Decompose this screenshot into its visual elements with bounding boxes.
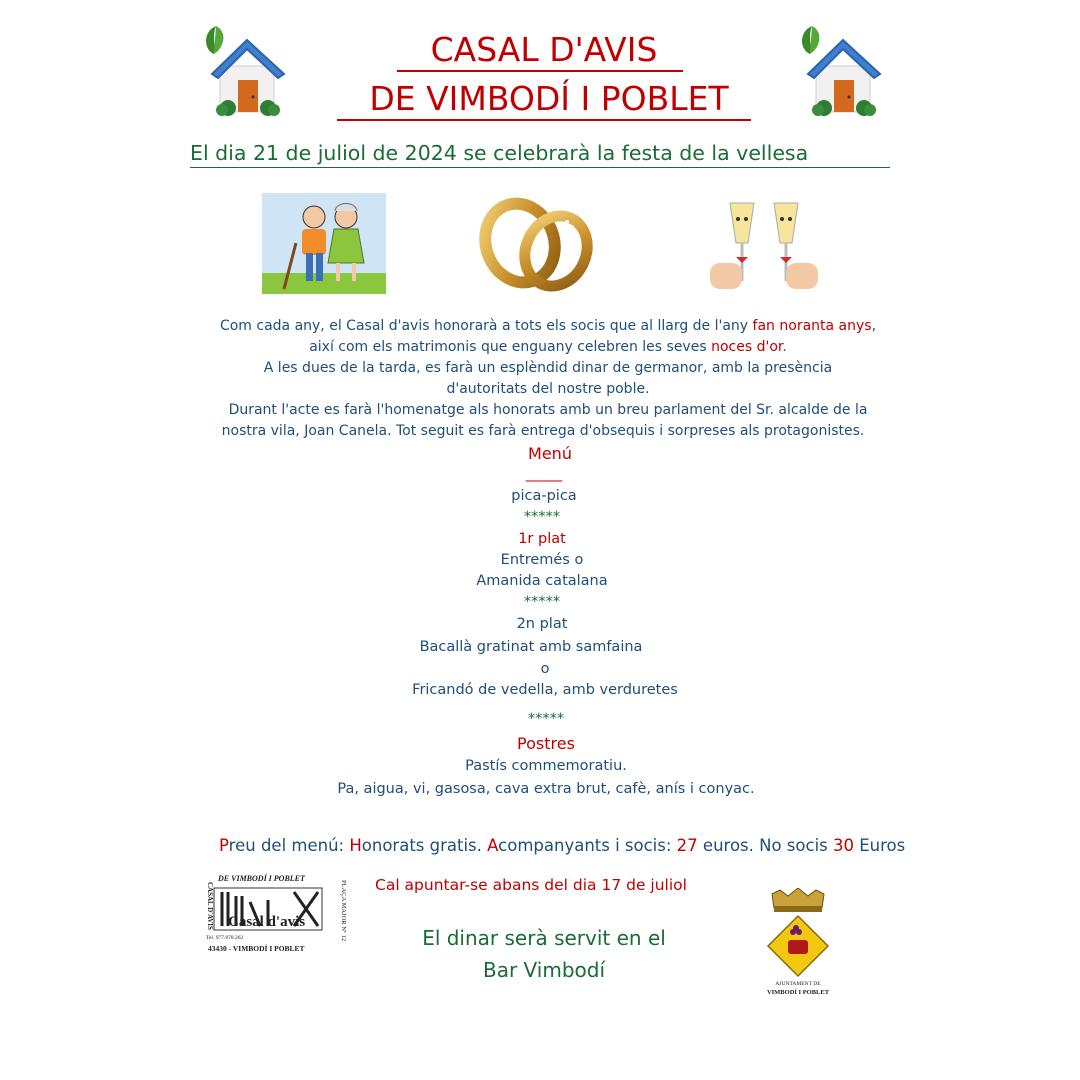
stamp-logo-text: Casal d'avis: [228, 914, 306, 930]
stamp-side-right-text: PLAÇA MAJOR Nº 12: [340, 880, 347, 942]
intro-line-2: així com els matrimonis que enguany celebren les seves noces d'or.: [309, 339, 787, 355]
casal-stamp-logo: [198, 872, 350, 956]
champagne-toast-image: [704, 193, 824, 293]
intro-line-5: Durant l'acte es farà l'homenatge als honorats amb un breu parlament del Sr. alcalde de la: [228, 402, 868, 418]
menu-drinks: Pa, aigua, vi, gasosa, cava extra brut, cafè, anís i conyac.: [337, 781, 755, 797]
title-line-1: CASAL D'AVIS: [397, 30, 684, 72]
nonmembers-price: 30: [833, 836, 854, 855]
menu-course2-title: 2n plat: [516, 616, 568, 632]
intro-line-3: A les dues de la tarda, es farà un esplèndid dinar de germanor, amb la presència: [263, 360, 833, 376]
title-block: [0, 30, 1080, 72]
menu-course1-option2: Amanida catalana: [476, 573, 608, 589]
golden-wedding-highlight: noces d'or: [711, 339, 783, 355]
ninety-years-highlight: fan noranta anys: [752, 318, 872, 334]
intro-line-1: Com cada any, el Casal d'avis honorarà a tots els socis que al llarg de l'any fan noranta anys,: [219, 318, 877, 334]
menu-heading: Menú: [528, 444, 572, 463]
menu-course1-option1: Entremés o: [500, 552, 584, 568]
menu-course2-or: o: [540, 661, 550, 677]
title-block-2: [0, 79, 1080, 121]
intro-line-6: nostra vila, Joan Canela. Tot seguit es farà entrega d'obsequis i sorpreses als protagonistes.: [221, 423, 865, 439]
wedding-rings-image: [478, 193, 598, 293]
town-crest-logo: [758, 888, 838, 998]
menu-starter: pica-pica: [511, 488, 577, 504]
signup-deadline: Cal apuntar-se abans del dia 17 de juliol: [375, 876, 687, 894]
price-line: Preu del menú: Honorats gratis. Acompanyants i socis: 27 euros. No socis 30 Euros: [219, 836, 906, 855]
menu-course2-option1: Bacallà gratinat amb samfaina: [419, 639, 643, 655]
event-date-subtitle: El dia 21 de juliol de 2024 se celebrarà la festa de la vellesa: [190, 139, 890, 168]
elderly-couple-image: [262, 193, 386, 294]
intro-paragraph: [0, 316, 1080, 442]
stamp-bottom-text: 43430 - VIMBODÍ I POBLET: [208, 944, 305, 953]
title-line-2: DE VIMBODÍ I POBLET: [337, 79, 750, 121]
crest-line-1: AJUNTAMENT DE: [775, 981, 821, 987]
members-price: 27: [676, 836, 698, 855]
menu-separator-1: *****: [523, 509, 561, 525]
menu-heading-underline: _____: [525, 466, 563, 482]
menu-separator-3: *****: [527, 711, 565, 727]
stamp-phone-text: Tel. 977.878.262: [206, 935, 244, 941]
venue-line-1: El dinar serà servit en el: [422, 926, 666, 950]
menu-separator-2: *****: [523, 594, 561, 610]
menu-course2-option2: Fricandó de vedella, amb verduretes: [412, 682, 678, 698]
crest-line-2: VIMBODÍ I POBLET: [766, 989, 830, 996]
venue-line-2: Bar Vimbodí: [482, 958, 606, 982]
stamp-side-left-text: CASAL D'AVIS: [206, 882, 214, 930]
stamp-top-text: DE VIMBODÍ I POBLET: [218, 874, 305, 883]
venue-info: [344, 922, 744, 986]
menu-dessert: Pastís commemoratiu.: [465, 758, 627, 774]
intro-line-4: d'autoritats del nostre poble.: [446, 381, 650, 397]
menu-dessert-title: Postres: [517, 734, 575, 753]
menu-course1-title: 1r plat: [518, 531, 566, 547]
